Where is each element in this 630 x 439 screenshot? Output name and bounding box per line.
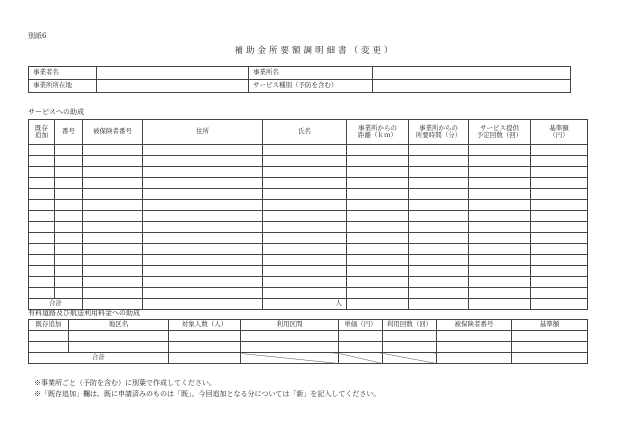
table-row — [29, 233, 588, 244]
toll-total-amount[interactable] — [512, 353, 588, 364]
toll-total-slash — [241, 353, 339, 364]
service-total-label: 合計 — [29, 299, 83, 310]
table-row — [29, 178, 588, 189]
service-table-body — [29, 145, 588, 299]
table-row — [29, 189, 588, 200]
table-row — [29, 331, 588, 342]
table-row — [29, 255, 588, 266]
toll-total-slash — [383, 353, 437, 364]
note-existing-add: ※「既存追加」欄は、既に申請済みのものは「既」、今回追加となる分については「新」を記入してください。 — [34, 390, 381, 398]
toll-header-usage-count: 利用回数（回） — [383, 320, 437, 331]
header-base-amount: 基準額 （円） — [531, 120, 588, 145]
header-planned-count: サービス提供 予定回数（回） — [469, 120, 531, 145]
note-separate-sheet: ※事業所ごと（予防を含む）に別葉で作成してください。 — [34, 379, 216, 387]
operator-name-label: 事業者名 — [29, 67, 97, 80]
table-row — [29, 342, 588, 353]
table-row — [29, 288, 588, 299]
toll-total-blank — [437, 353, 512, 364]
document-title: 補助金所要額調明細書（変更） — [234, 46, 396, 56]
toll-total-label: 合計 — [29, 353, 169, 364]
office-address-field[interactable] — [97, 80, 249, 93]
document-id: 別紙6 — [28, 32, 47, 40]
table-row — [29, 156, 588, 167]
operator-name-field[interactable] — [97, 67, 249, 80]
service-total-persons[interactable]: 人 — [263, 299, 347, 310]
header-insured-number: 被保険者番号 — [83, 120, 143, 145]
toll-header-insured-number: 被保険者番号 — [437, 320, 512, 331]
toll-total-persons[interactable] — [169, 353, 241, 364]
toll-header-usage-section: 利用区間 — [241, 320, 339, 331]
table-row — [29, 244, 588, 255]
toll-header-existing-add: 既存追加 — [29, 320, 69, 331]
table-row — [29, 167, 588, 178]
service-section-title: サービスへの助成 — [28, 108, 84, 116]
toll-table-header — [29, 320, 588, 331]
service-table-header — [29, 120, 588, 145]
table-row — [29, 211, 588, 222]
service-total-blank — [347, 299, 409, 310]
table-row — [29, 277, 588, 288]
table-row — [29, 145, 588, 156]
service-total-blank — [143, 299, 263, 310]
header-name: 氏名 — [263, 120, 347, 145]
service-type-field[interactable] — [373, 80, 571, 93]
header-address: 住所 — [143, 120, 263, 145]
office-name-field[interactable] — [373, 67, 571, 80]
info-table — [28, 66, 571, 93]
toll-total-slash — [339, 353, 383, 364]
table-row — [29, 266, 588, 277]
toll-table-body — [29, 331, 588, 353]
header-existing-add: 既存 追加 — [29, 120, 55, 145]
service-table — [28, 119, 588, 310]
header-distance: 事業所からの 距離（ｋｍ） — [347, 120, 409, 145]
header-travel-time: 事業所からの 所要時間（分） — [409, 120, 469, 145]
service-total-blank — [469, 299, 531, 310]
office-name-label: 事業所名 — [249, 67, 373, 80]
service-total-amount[interactable] — [531, 299, 588, 310]
toll-header-district: 地区名 — [69, 320, 169, 331]
toll-header-target-count: 対象人数（人） — [169, 320, 241, 331]
toll-section-title: 有料道路及び航送利用料金への助成 — [28, 309, 140, 317]
toll-header-unit-price: 単価（円） — [339, 320, 383, 331]
service-total-blank — [409, 299, 469, 310]
table-row — [29, 200, 588, 211]
toll-header-base-amount: 基準額 — [512, 320, 588, 331]
office-address-label: 事業所所在地 — [29, 80, 97, 93]
header-number: 番号 — [55, 120, 83, 145]
table-row — [29, 222, 588, 233]
service-type-label: サービス種別（予防を含む） — [249, 80, 373, 93]
toll-table — [28, 319, 588, 364]
toll-total-row — [29, 353, 588, 364]
